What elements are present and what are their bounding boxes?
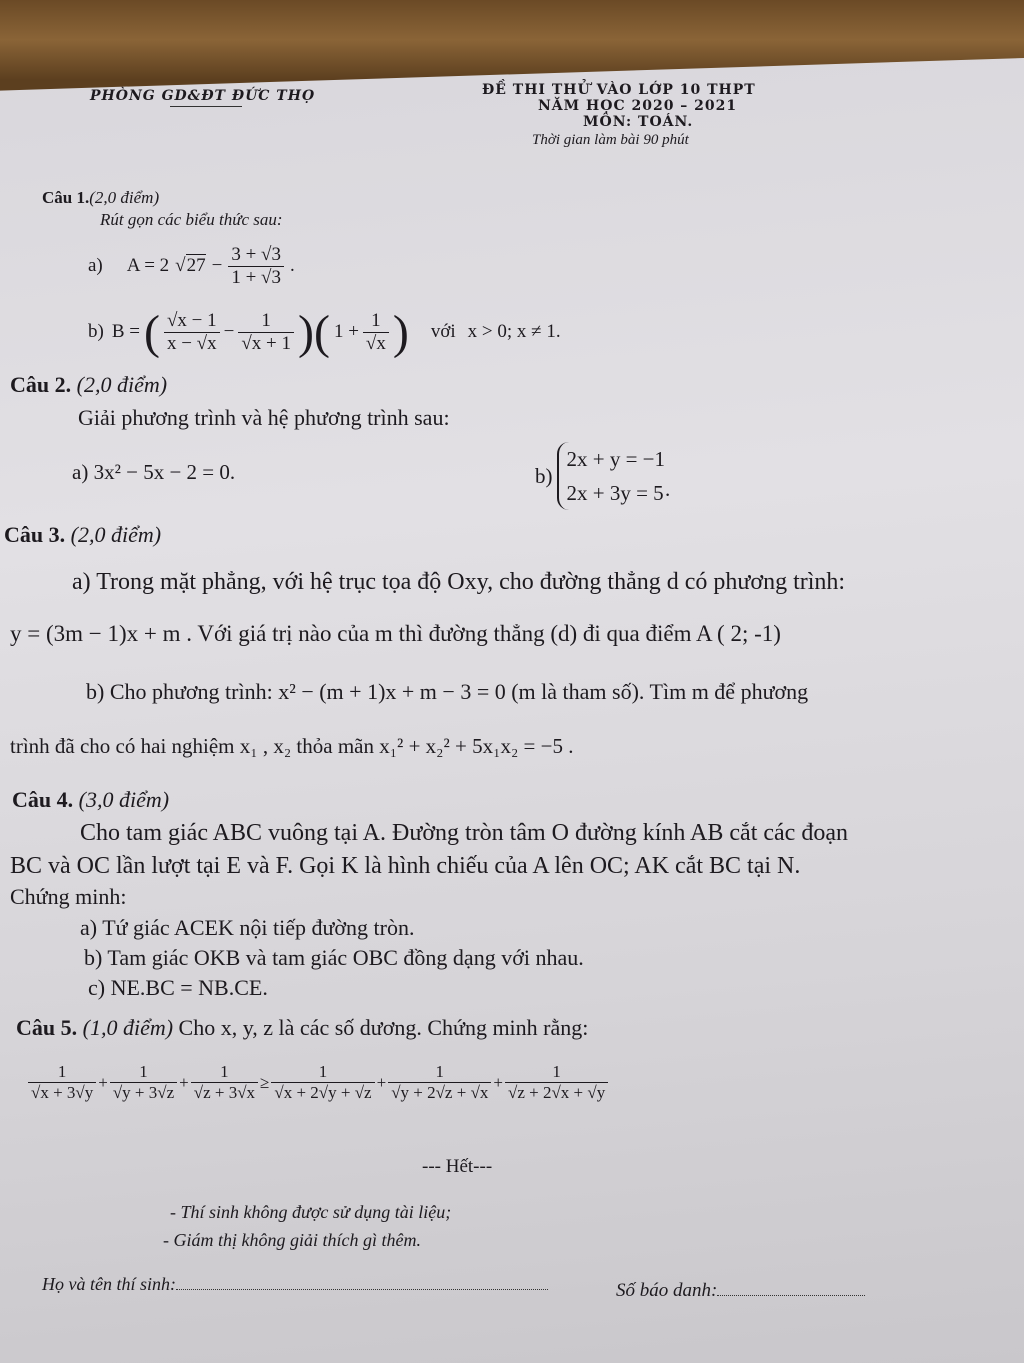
q3-b-line2: trình đã cho có hai nghiệm x₁ , x₂ thỏa mãn x₁² + x₂² + 5x₁x₂ = −5 . [10, 734, 574, 758]
q4-points: (3,0 điểm) [78, 787, 170, 812]
note-2: - Giám thị không giải thích gì thêm. [163, 1230, 421, 1250]
q4-label: Câu 4. [12, 787, 74, 812]
subject: MÔN: TOÁN. [583, 114, 694, 130]
q5-frac5 [388, 1062, 491, 1103]
q4-line3: Chứng minh: [10, 884, 127, 909]
q1b-lead: B = [111, 321, 140, 342]
q1a-den: 1 + √3 [231, 266, 281, 288]
office-underline [170, 106, 242, 107]
q4-a: a) Tứ giác ACEK nội tiếp đường tròn. [80, 915, 415, 940]
q2b-eq1: 2x + y = −1 [566, 447, 666, 471]
q5-f3-den: √z + 3√x [193, 1083, 256, 1102]
q5-frac2 [110, 1062, 177, 1103]
q1b-frac1 [164, 310, 220, 355]
q1-points: (2,0 điểm) [89, 188, 160, 207]
q1b-label: b) [88, 321, 104, 342]
q1-part-a: a) A = 2 √27 − $\frac{3 + √3}{1 + √3}$ . [88, 243, 295, 288]
candidate-name-blank [176, 1289, 548, 1290]
q1a-num: 3 + √3 [228, 244, 284, 267]
q1b-f3-den: √x [365, 332, 386, 354]
q1b-f1-den: x − √x [166, 332, 217, 354]
duration: Thời gian làm bài 90 phút [532, 132, 689, 148]
q5-f1-num: 1 [28, 1062, 96, 1083]
plus-sign: + [179, 1072, 189, 1092]
q5-f4-den: √x + 2√y + √z [274, 1083, 372, 1102]
q3-b-line1: b) Cho phương trình: x² − (m + 1)x + m − 3 = 0 (m là tham số). Tìm m để phương [86, 679, 809, 704]
q2-instruction: Giải phương trình và hệ phương trình sau: [78, 405, 450, 430]
q4-b: b) Tam giác OKB và tam giác OBC đồng dạng với nhau. [84, 945, 584, 970]
q5-label: Câu 5. [16, 1015, 78, 1040]
exam-title: ĐỀ THI THỬ VÀO LỚP 10 THPT [482, 82, 756, 98]
q3-a-line1: a) Trong mặt phẳng, với hệ trục tọa độ Oxy, cho đường thẳng d có phương trình: [72, 569, 846, 595]
q1-label: Câu 1. [42, 188, 90, 207]
q1-heading [42, 188, 159, 208]
q5-f6-num: 1 [505, 1062, 608, 1083]
note-1: - Thí sinh không được sử dụng tài liệu; [170, 1202, 452, 1222]
q5-frac3 [191, 1062, 258, 1103]
q4-line2: BC và OC lần lượt tại E và F. Gọi K là hình chiếu của A lên OC; AK cắt BC tại N. [10, 853, 801, 879]
q5-f2-den: √y + 3√z [112, 1083, 175, 1102]
q1-part-b: b) B = ( $\frac{√x - 1}{x - √x}$ − $\frac{1}{√x + 1}$ )( 1 + $\frac{1}{√x}$ ) với x > 0; x ≠ 1. [88, 305, 561, 359]
q1b-f3-num: 1 [363, 310, 389, 333]
candidate-name-row [42, 1274, 548, 1295]
q2-part-b [535, 442, 670, 510]
q5-f6-den: √z + 2√x + √y [508, 1083, 606, 1102]
q5-frac6 [505, 1062, 608, 1103]
q1b-cond-word: với [430, 321, 456, 342]
q2-part-a: a) 3x² − 5x − 2 = 0. [72, 460, 236, 484]
q1-instruction: Rút gọn các biểu thức sau: [100, 210, 283, 229]
q2b-end: . [665, 476, 671, 501]
candidate-id-blank [717, 1295, 865, 1296]
q1b-frac2 [238, 310, 294, 355]
q4-c: c) NE.BC = NB.CE. [88, 975, 268, 1000]
plus-sign: + [376, 1072, 387, 1092]
q1b-f2-den: √x + 1 [241, 332, 291, 354]
candidate-id-label: Số báo danh: [616, 1280, 718, 1301]
q2-heading [10, 372, 167, 398]
q2-label: Câu 2. [10, 372, 72, 397]
geq-sign: ≥ [260, 1072, 270, 1092]
q2b-system [557, 442, 666, 510]
q5-text: Cho x, y, z là các số dương. Chứng minh rằng: [178, 1015, 589, 1040]
q5-points: (1,0 điểm) [82, 1015, 174, 1040]
q1a-label: a) [88, 255, 103, 276]
q5-heading [16, 1015, 588, 1041]
q2-points: (2,0 điểm) [76, 372, 168, 397]
candidate-id-row [616, 1280, 865, 1302]
school-year: NĂM HỌC 2020 – 2021 [538, 98, 738, 114]
q4-line1: Cho tam giác ABC vuông tại A. Đường tròn tâm O đường kính AB cắt các đoạn [80, 820, 848, 846]
q5-inequality [28, 1062, 608, 1103]
q5-f3-num: 1 [191, 1062, 258, 1083]
candidate-name-label: Họ và tên thí sinh: [42, 1274, 176, 1294]
q5-f5-num: 1 [388, 1062, 491, 1083]
q5-f5-den: √y + 2√z + √x [391, 1083, 489, 1102]
q5-frac4 [271, 1062, 374, 1103]
q5-f2-num: 1 [110, 1062, 177, 1083]
q1a-fraction [228, 244, 284, 289]
q1b-f2-num: 1 [238, 310, 294, 333]
q1b-f1-num: √x − 1 [164, 310, 220, 333]
q5-f1-den: √x + 3√y [31, 1083, 94, 1102]
plus-sign: + [493, 1072, 503, 1092]
q2b-eq2: 2x + 3y = 5 [566, 481, 664, 505]
plus-sign: + [98, 1072, 108, 1092]
q3-label: Câu 3. [4, 522, 66, 547]
q3-a-line2: y = (3m − 1)x + m . Với giá trị nào của m thì đường thẳng (d) đi qua điểm A ( 2; -1) [10, 621, 781, 646]
q1b-condition: x > 0; x ≠ 1. [467, 321, 561, 342]
q1a-radicand: 27 [186, 255, 206, 276]
q4-heading [12, 787, 169, 813]
q1b-frac3 [363, 310, 389, 355]
q3-heading [4, 522, 161, 548]
q3-points: (2,0 điểm) [70, 522, 162, 547]
q2b-label: b) [535, 463, 553, 488]
q5-frac1 [28, 1062, 96, 1103]
end-marker: --- Hết--- [422, 1156, 493, 1177]
q5-f4-num: 1 [271, 1062, 374, 1083]
q1a-left: A = 2 [126, 255, 170, 276]
office-name: PHÒNG GD&ĐT ĐỨC THỌ [90, 88, 316, 104]
